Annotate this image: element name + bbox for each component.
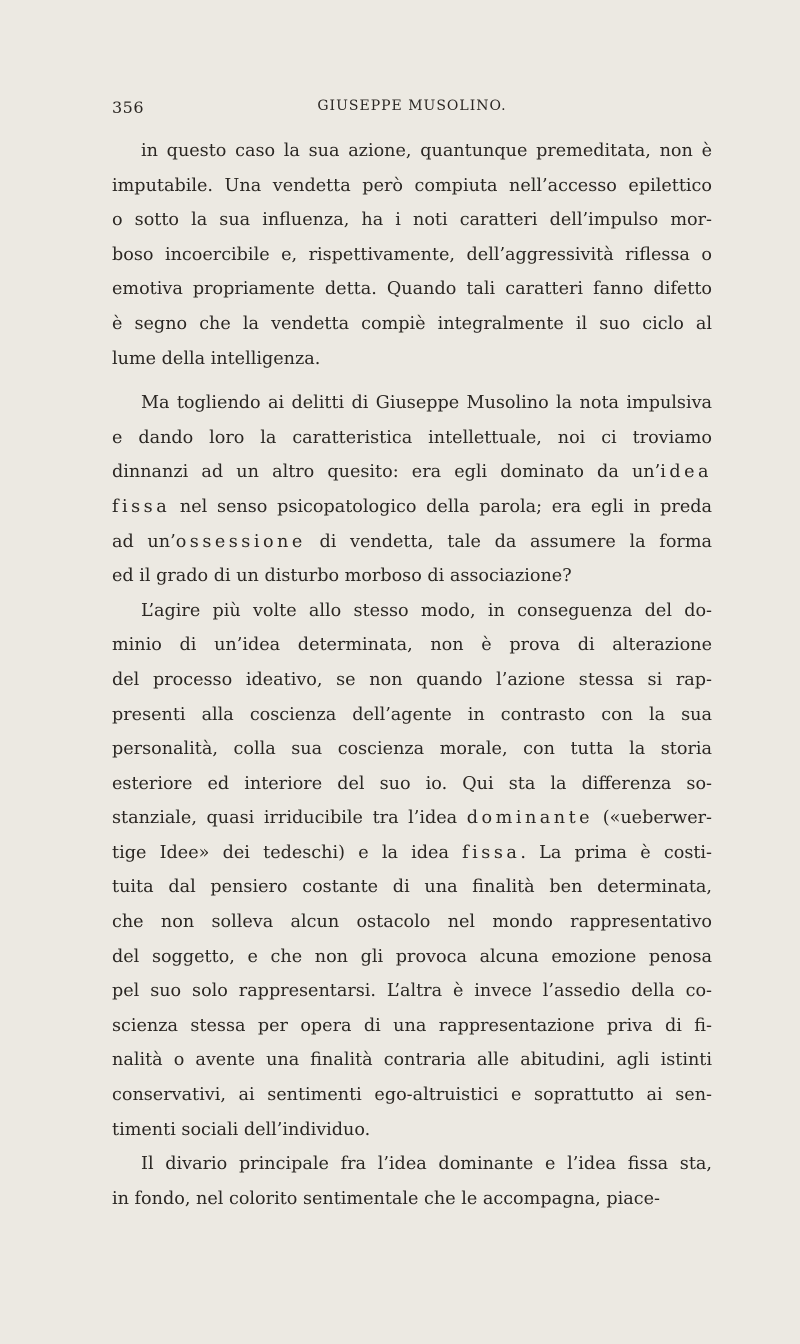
- text-line: che non solleva alcun ostacolo nel mondo rappresentativo: [112, 912, 712, 933]
- text-segment: . La prima è costi-: [520, 842, 712, 863]
- paragraph: [112, 594, 712, 1148]
- text-segment: ad un’: [112, 531, 176, 552]
- text-line: del soggetto, e che non gli provoca alcuna emozione penosa: [112, 946, 712, 967]
- text-line: nalità o avente una finalità contraria alle abitudini, agli istinti: [112, 1050, 712, 1071]
- text-line: in fondo, nel colorito sentimentale che le accompagna, piace-: [112, 1188, 660, 1209]
- spaced-emphasis: ossessione: [175, 531, 306, 552]
- text-line: personalità, colla sua coscienza morale, con tutta la storia: [112, 739, 712, 760]
- paragraph: [112, 134, 712, 376]
- text-segment: nel senso psicopatologico della parola; era egli in preda: [170, 496, 712, 517]
- text-line: presenti alla coscienza dell’agente in contrasto con la sua: [112, 704, 712, 725]
- page-header: [112, 98, 712, 122]
- running-title: GIUSEPPE MUSOLINO.: [317, 98, 507, 114]
- text-segment: stanziale, quasi irriducibile tra l’idea: [112, 808, 467, 829]
- text-line: Ma togliendo ai delitti di Giuseppe Musolino la nota impulsiva: [141, 393, 712, 414]
- text-line: tuita dal pensiero costante di una finalità ben determinata,: [112, 877, 712, 898]
- paragraph-gap: [112, 376, 712, 386]
- spaced-emphasis: dominante: [466, 808, 594, 829]
- page-number: 356: [112, 98, 145, 117]
- text-line: pel suo solo rappresentarsi. L’altra è invece l’assedio della co-: [112, 981, 712, 1002]
- text-line: [112, 801, 712, 836]
- text-line: esteriore ed interiore del suo io. Qui sta la differenza so-: [112, 773, 712, 794]
- text-segment: tige Idee» dei tedeschi) e la idea: [112, 842, 463, 863]
- text-segment: dinnanzi ad un altro quesito: era egli dominato da un’: [112, 462, 661, 483]
- text-line: L’agire più volte allo stesso modo, in conseguenza del do-: [141, 600, 712, 621]
- text-line: e dando loro la caratteristica intellettuale, noi ci troviamo: [112, 427, 712, 448]
- spaced-emphasis: idea: [660, 462, 712, 483]
- text-line: ed il grado di un disturbo morboso di associazione?: [112, 566, 572, 587]
- text-line: [112, 490, 712, 525]
- text-line: conservativi, ai sentimenti ego-altruistici e soprattutto ai sen-: [112, 1085, 712, 1106]
- text-line: [112, 455, 712, 490]
- text-line: è segno che la vendetta compiè integralmente il suo ciclo al: [112, 313, 712, 334]
- text-segment: di vendetta, tale da assumere la forma: [305, 531, 712, 552]
- text-line: imputabile. Una vendetta però compiuta nell’accesso epilettico: [112, 175, 712, 196]
- text-line: [112, 525, 712, 560]
- spaced-emphasis: fissa: [112, 496, 171, 517]
- text-line: emotiva propriamente detta. Quando tali caratteri fanno difetto: [112, 279, 712, 300]
- text-segment: («ueberwer-: [593, 808, 712, 829]
- paragraph: [112, 386, 712, 594]
- paragraph: [112, 1147, 712, 1216]
- text-line: scienza stessa per opera di una rappresentazione priva di fi-: [112, 1015, 712, 1036]
- text-line: timenti sociali dell’individuo.: [112, 1119, 371, 1140]
- text-line: o sotto la sua influenza, ha i noti caratteri dell’impulso mor-: [112, 210, 712, 231]
- text-line: Il divario principale fra l’idea dominante e l’idea fissa sta,: [141, 1154, 712, 1175]
- text-line: in questo caso la sua azione, quantunque premeditata, non è: [141, 141, 712, 161]
- text-line: lume della intelligenza.: [112, 348, 321, 369]
- spaced-emphasis: fissa: [462, 842, 521, 863]
- text-line: [112, 836, 712, 871]
- text-line: minio di un’idea determinata, non è prova di alterazione: [112, 635, 712, 656]
- text-line: del processo ideativo, se non quando l’azione stessa si rap-: [112, 669, 712, 690]
- body-text: [112, 134, 712, 1216]
- text-line: boso incoercibile e, rispettivamente, dell’aggressività riflessa o: [112, 244, 712, 265]
